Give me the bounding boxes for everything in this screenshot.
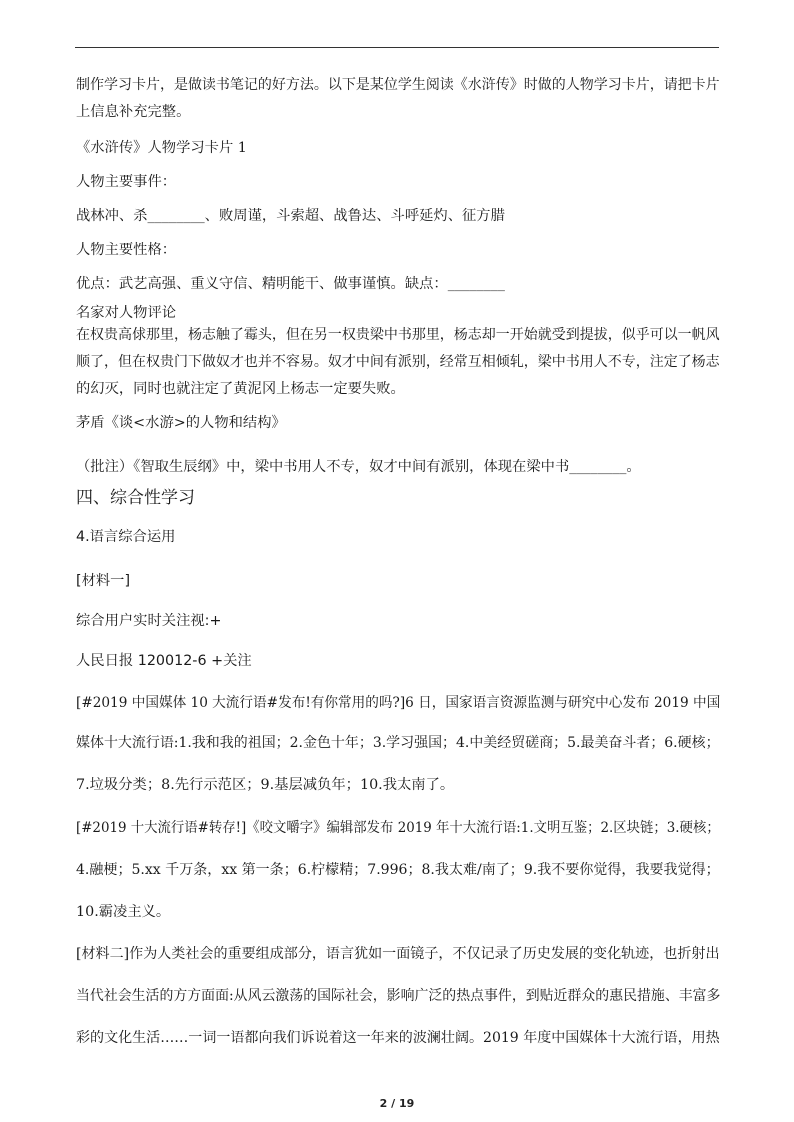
intro-line-1: 制作学习卡片，是做读书笔记的好方法。以下是某位学生阅读《水浒传》时做的人物学习卡片，请把卡片 (76, 77, 720, 93)
paragraph-1-line-2: 媒体十大流行语:1.我和我的祖国；2.金色十年；3.学习强国；4.中美经贸磋商；5.最美奋斗者；6.硬核； (76, 735, 720, 751)
paragraph-1-line-1: [#2019 中国媒体 10 大流行语#发布!有你常用的吗?]6 日，国家语言资源监测与研究中心发布 2019 中国 (76, 695, 721, 711)
header-rule (75, 47, 719, 48)
material-1-line-1: 综合用户实时关注视:+ (76, 613, 222, 629)
comment-line-3: 的幻灭，同时也就注定了黄泥冈上杨志一定要失败。 (76, 381, 405, 397)
paragraph-2-line-1: [#2019 十大流行语#转存!]《咬文嚼字》编辑部发布 2019 年十大流行语:1.文明互鉴；2.区块链；3.硬核； (76, 820, 720, 836)
material-1-label: [材料一] (76, 573, 131, 589)
events-text: 战林冲、杀________、败周谨，斗索超、战鲁达、斗呼延灼、征方腊 (76, 208, 505, 224)
page-number: 2 / 19 (379, 1097, 415, 1110)
comment-line-1: 在权贵高俅那里，杨志触了霉头，但在另一权贵梁中书那里，杨志却一开始就受到提拔，似乎可以一帆风 (76, 327, 720, 343)
traits-text: 优点：武艺高强、重义守信、精明能干、做事谨慎。缺点：________ (76, 276, 505, 292)
material-2-line-2: 当代社会生活的方方面面:从风云激荡的国际社会，影响广泛的热点事件，到贴近群众的惠民措施、丰富多 (76, 988, 721, 1004)
paragraph-1-line-3: 7.垃圾分类；8.先行示范区；9.基层减负年；10.我太南了。 (76, 777, 455, 793)
material-1-line-2: 人民日报 120012-6 +关注 (76, 653, 252, 669)
comment-line-2: 顺了，但在权贵门下做奴才也并不容易。奴才中间有派别，经常互相倾轧，梁中书用人不专，注定了杨志 (76, 354, 720, 370)
material-2-line-1: [材料二]作为人类社会的重要组成部分，语言犹如一面镜子，不仅记录了历史发展的变化轨迹，也折射出 (76, 946, 720, 962)
card-title: 《水浒传》人物学习卡片 1 (76, 140, 247, 156)
traits-label: 人物主要性格： (76, 242, 177, 258)
comment-label: 名家对人物评论 (76, 305, 177, 321)
section-heading: 四、综合性学习 (76, 488, 195, 508)
intro-line-2: 上信息补充完整。 (76, 104, 191, 120)
paragraph-2-line-3: 10.霸凌主义。 (76, 904, 171, 920)
comment-source: 茅盾《谈<水游>的人物和结构》 (76, 415, 286, 431)
paragraph-2-line-2: 4.融梗；5.xx 千万条，xx 第一条；6.柠檬精；7.996；8.我太难/南了；9.我不要你觉得，我要我觉得； (76, 862, 720, 878)
question-label: 4.语言综合运用 (76, 529, 176, 545)
events-label: 人物主要事件： (76, 174, 177, 190)
annotation-text: （批注）《智取生辰纲》中，梁中书用人不专，奴才中间有派别，体现在梁中书________。 (76, 459, 641, 475)
material-2-line-3: 彩的文化生活……一词一语都向我们诉说着这一年来的波澜壮阔。2019 年度中国媒体十大流行语，用热 (76, 1030, 720, 1046)
